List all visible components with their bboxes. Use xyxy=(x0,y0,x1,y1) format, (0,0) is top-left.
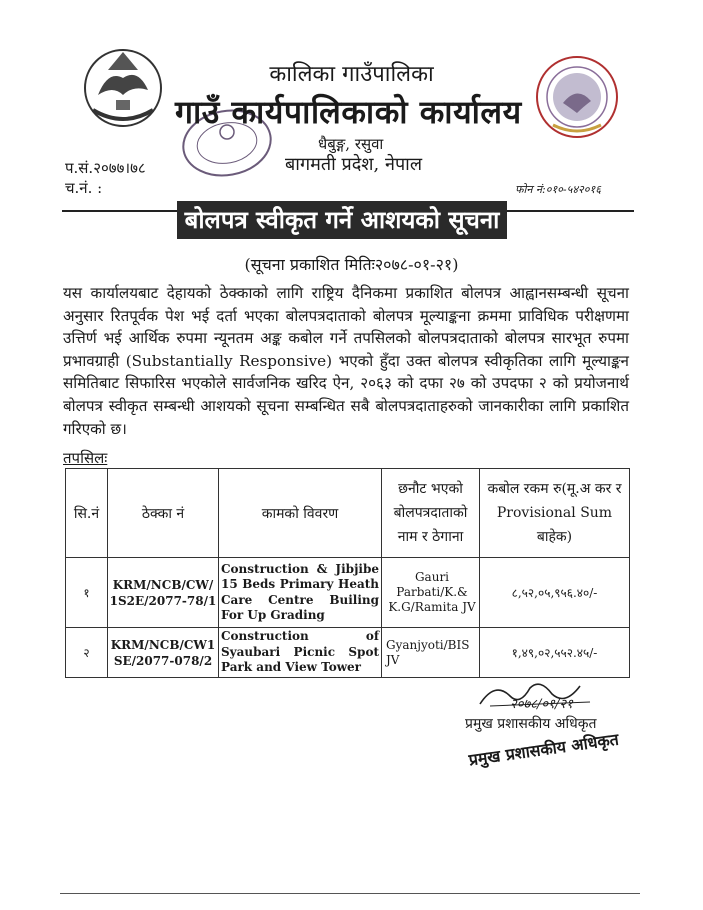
cell-contract-no: KRM/NCB/CW/1S2E/2077-78/1 xyxy=(108,558,219,628)
notice-body: यस कार्यालयबाट देहायको ठेक्काको लागि राष्ट्रिय दैनिकमा प्रकाशित बोलपत्र आह्वानसम्बन्धी सूचना अनुसार रितपूर्वक पेश भई दर्ता भएका बोलपत्रदाताको बोलपत्र मूल्याङ्कना क्रममा प्राविधिक परीक्षणमा उत्तिर्ण भई आर्थिक रुपमा न्यूनतम अङ्क कबोल गर्ने तपसिलको बोलपत्रदाताको बोलपत्र सारभूत रुपमा प्रभावग्राही (Substantially Responsive) भएको हुँदा उक्त बोलपत्र स्वीकृतिका लागि मूल्याङ्कन समितिबाट सिफारिस भएकोले सार्वजनिक खरिद ऐन, २०६३ को दफा २७ को उपदफा २ को प्रयोजनार्थ बोलपत्र स्वीकृत सम्बन्धी आशयको सूचना सम्बन्धित सबै बोलपत्रदाताहरुको जानकारीका लागि प्रकाशित गरिएको छ। xyxy=(63,284,629,438)
published-date: (सूचना प्रकाशित मितिः२०७८-०१-२१) xyxy=(244,255,459,274)
header-sn: सि.नं xyxy=(66,469,108,558)
notice-title: बोलपत्र स्वीकृत गर्ने आशयको सूचना xyxy=(177,201,507,239)
table-row xyxy=(66,558,630,628)
cell-contract-no: KRM/NCB/CW1SE/2077-078/2 xyxy=(108,628,219,678)
header-amount: कबोल रकम रु(मू.अ कर र Provisional Sum बाहेक) xyxy=(480,469,630,558)
cell-amount: ८,५२,०५,९५६.४०/- xyxy=(480,558,630,628)
dispatch-number: च.नं. : xyxy=(65,179,103,197)
office-title: गाउँ कार्यपालिकाको कार्यालय xyxy=(175,93,522,131)
reference-number: प.सं.२०७७।७८ xyxy=(65,159,146,177)
cell-amount: १,४९,०२,५५२.४५/- xyxy=(480,628,630,678)
cell-description: Construction & Jibjibe 15 Beds Primary Heath Care Centre Builing For Up Grading xyxy=(219,558,382,628)
bid-table xyxy=(65,468,630,678)
cell-sn: २ xyxy=(66,628,108,678)
nepal-emblem-logo xyxy=(78,40,168,140)
table-row xyxy=(66,628,630,678)
cell-description: Construction of Syaubari Picnic Spot Park and View Tower xyxy=(219,628,382,678)
header-bidder: छनौट भएको बोलपत्रदाताको नाम र ठेगाना xyxy=(382,469,480,558)
cell-sn: १ xyxy=(66,558,108,628)
footer-divider xyxy=(60,893,640,894)
address-line-2: बागमती प्रदेश, नेपाल xyxy=(285,154,423,175)
signatory-title: प्रमुख प्रशासकीय अधिकृत xyxy=(465,716,597,732)
phone-number: फोन नं:०१०-५४२०१६ xyxy=(515,183,601,196)
header-contract-no: ठेक्का नं xyxy=(108,469,219,558)
municipality-name: कालिका गाउँपालिका xyxy=(269,62,434,87)
header-description: कामको विवरण xyxy=(219,469,382,558)
signatory-stamp: प्रमुख प्रशासकीय अधिकृत xyxy=(467,729,620,770)
details-heading: तपसिलः xyxy=(63,449,108,467)
signature-date: २०७८/०१/२१ xyxy=(510,697,573,712)
cell-bidder: Gyanjyoti/BIS JV xyxy=(382,628,480,678)
table-header-row xyxy=(66,469,630,558)
address-line-1: धैबुङ्ग, रसुवा xyxy=(318,135,384,153)
cell-bidder: Gauri Parbati/K.& K.G/Ramita JV xyxy=(382,558,480,628)
